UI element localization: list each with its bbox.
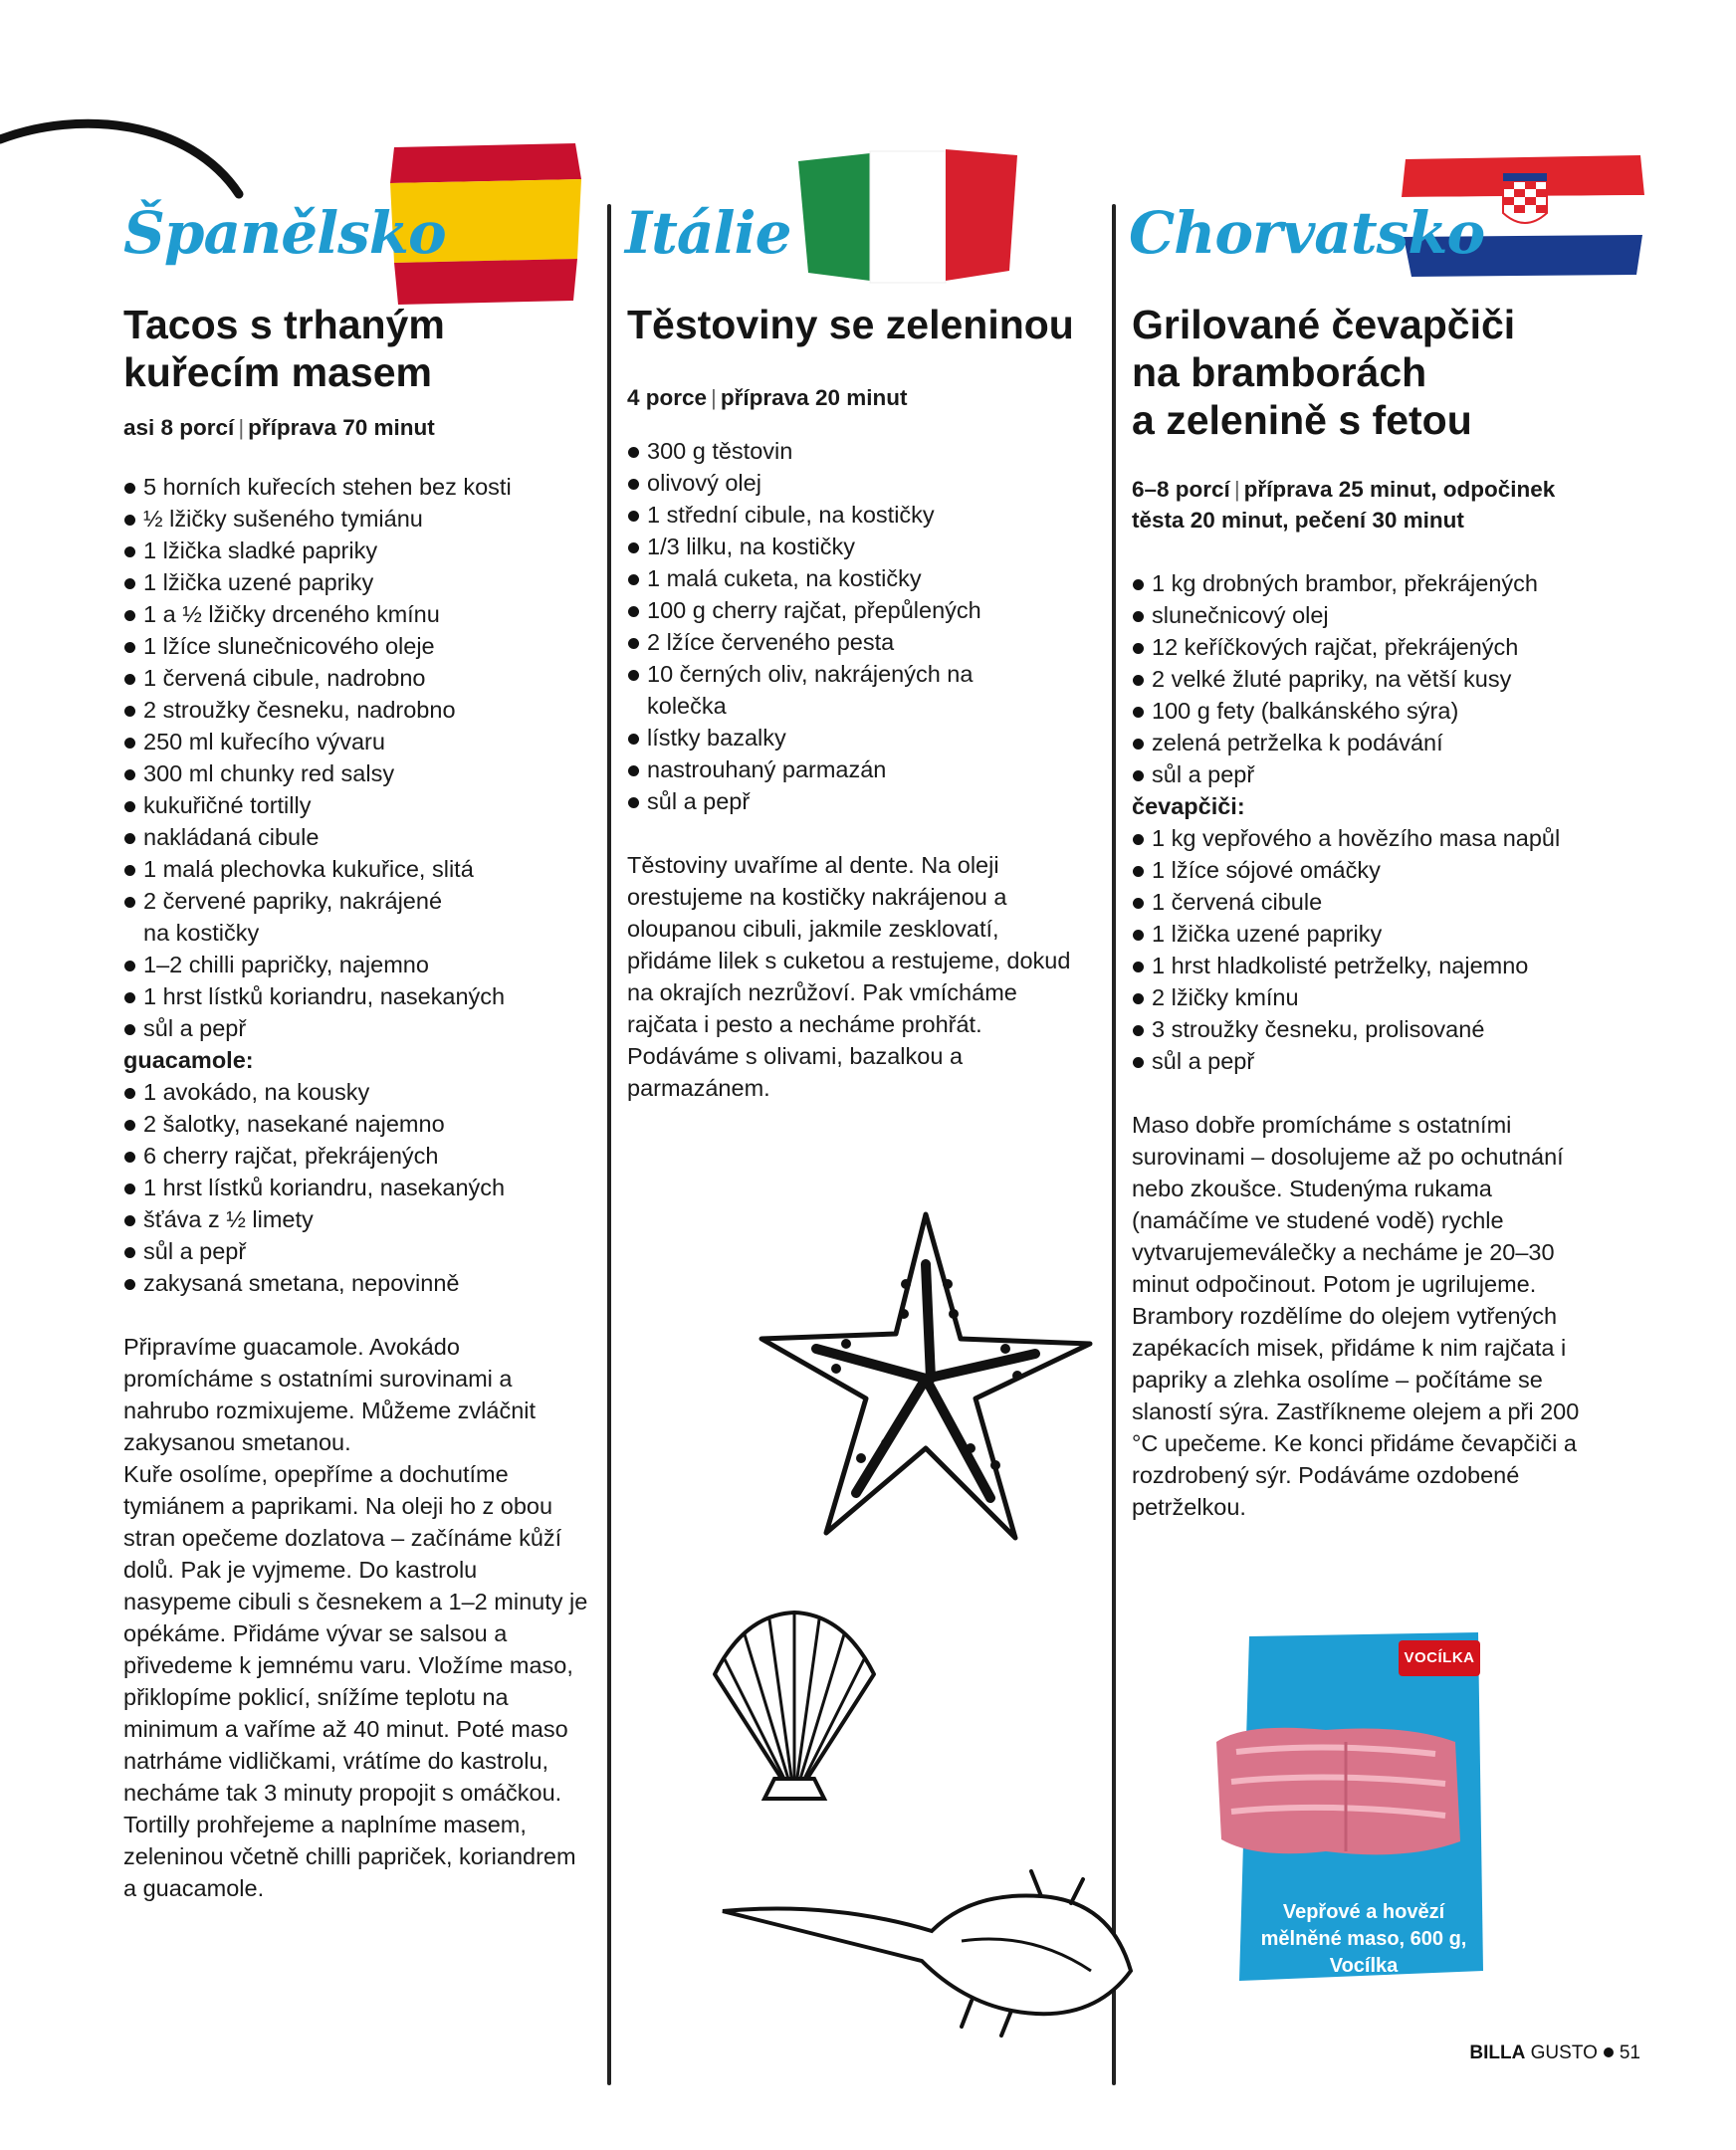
list-item: 1 hrst lístků koriandru, nasekaných — [123, 980, 591, 1012]
list-item: 1 lžička uzené papriky — [123, 566, 591, 598]
list-item: 2 velké žluté papriky, na větší kusy — [1132, 663, 1649, 695]
list-item: 1 střední cibule, na kostičky — [627, 499, 1115, 531]
recipe-meta: 4 porce | příprava 20 minut — [627, 385, 908, 410]
bullet-icon — [1604, 2047, 1614, 2057]
recipe-title: Grilované čevapčiči na bramborách a zelenině s fetou — [1132, 302, 1516, 443]
list-item: 300 ml chunky red salsy — [123, 757, 591, 789]
page-footer — [1469, 2042, 1640, 2064]
list-item: 1 červená cibule — [1132, 886, 1649, 918]
list-item: 6 cherry rajčat, překrájených — [123, 1140, 591, 1172]
ingredient-list — [1132, 822, 1649, 1077]
ingredient-list — [123, 1076, 591, 1299]
recipe-spain — [123, 301, 591, 1904]
list-item: 2 červené papriky, nakrájené na kostičky — [123, 885, 442, 949]
list-item: 1 hrst hladkolisté petrželky, najemno — [1132, 950, 1649, 981]
list-item: 1 lžíce sójové omáčky — [1132, 854, 1649, 886]
list-item: 1 malá cuketa, na kostičky — [627, 562, 1115, 594]
list-item: 1 kg drobných brambor, překrájených — [1132, 567, 1649, 599]
list-item: ½ lžičky sušeného tymiánu — [123, 503, 591, 535]
ingredient-list — [627, 435, 1115, 817]
list-item: sůl a pepř — [1132, 758, 1649, 790]
list-item: 1–2 chilli papričky, najemno — [123, 949, 591, 980]
list-item: 1 a ½ lžičky drceného kmínu — [123, 598, 591, 630]
scallop-shell-icon — [685, 1605, 904, 1814]
method-paragraph: Připravíme guacamole. Avokádo promícháme s ostatními surovinami a nahrubo rozmixujeme. Můžeme zvláčnit zakysanou smetanou. — [123, 1334, 537, 1455]
method-paragraph: Brambory rozdělíme do olejem vytřených zapékacích misek, přidáme k nim rajčata i papriky a zlehka osolíme – počítáme se slaností sýra. Zastříkneme olejem a při 200 °C upečeme. Ke konci přidáme čevapčiči a rozdrobený sýr. Podáváme ozdobené petrželkou. — [1132, 1303, 1580, 1520]
list-item: 1 hrst lístků koriandru, nasekaných — [123, 1172, 591, 1203]
list-item: slunečnicový olej — [1132, 599, 1649, 631]
list-item: nakládaná cibule — [123, 821, 591, 853]
method-paragraph: Maso dobře promícháme s ostatními surovinami – dosolujeme až po ochutnání nebo zkoušce. Studenýma rukama (namáčíme ve studené vodě) rychle vytvarujemeválečky a necháme je 20–30 minut odpočinout. Potom je ugrilujeme. — [1132, 1112, 1564, 1297]
list-item: sůl a pepř — [1132, 1045, 1649, 1077]
list-item: 1 malá plechovka kukuřice, slitá — [123, 853, 591, 885]
list-item: sůl a pepř — [123, 1235, 591, 1267]
country-heading-spain: Španělsko — [123, 199, 446, 267]
list-item: nastrouhaný parmazán — [627, 753, 1115, 785]
list-item: 1 lžička uzené papriky — [1132, 918, 1649, 950]
list-item: 2 lžičky kmínu — [1132, 981, 1649, 1013]
recipe-title: Těstoviny se zeleninou — [627, 302, 1074, 347]
list-item: zelená petrželka k podávání — [1132, 727, 1649, 758]
ingredient-list — [1132, 567, 1649, 790]
starfish-icon — [757, 1204, 1095, 1553]
list-item: 300 g těstovin — [627, 435, 1115, 467]
footer-brand: BILLA — [1469, 2042, 1526, 2063]
list-item: 1/3 lilku, na kostičky — [627, 531, 1115, 562]
decorative-arc — [0, 100, 259, 209]
ingredient-list — [123, 471, 591, 1044]
conch-shell-icon — [713, 1851, 1151, 2041]
column-divider-left — [607, 204, 611, 2085]
list-item: 1 červená cibule, nadrobno — [123, 662, 591, 694]
list-item: lístky bazalky — [627, 722, 1115, 753]
method-paragraph: Kuře osolíme, opepříme a dochutíme tymiánem a paprikami. Na oleji ho z obou stran opečeme dozlatova – začínáme kůží dolů. Pak je vyjmeme. Do kastrolu nasypeme cibuli s česnekem a 1–2 minuty je opékáme. Přidáme vývar se salsou a přivedeme k jemnému varu. Vložíme maso, přiklopíme poklicí, snížíme teplotu na minimum a vaříme až 40 minut. Poté maso natrháme vidličkami, vrátíme do kastrolu, necháme tak 3 minuty propojit s omáčkou. Tortilly prohřejeme a naplníme masem, zeleninou včetně chilli papriček, koriandrem a guacamole. — [123, 1461, 588, 1901]
method-paragraph: Těstoviny uvaříme al dente. Na oleji orestujeme na kostičky nakrájenou a oloupanou cibuli, jakmile zesklovatí, přidáme lilek s cuketou a restujeme, dokud na okrajích nezrůžoví. Pak vmícháme rajčata i pesto a necháme prohřát. — [627, 852, 1071, 1037]
list-item: sůl a pepř — [627, 785, 1115, 817]
promo-caption: Vepřové a hovězí mělněné maso, 600 g, Vocílka — [1260, 1901, 1467, 1977]
country-heading-croatia: Chorvatsko — [1129, 199, 1485, 267]
recipe-title: Tacos s trhaným kuřecím masem — [123, 302, 445, 395]
list-item: 1 kg vepřového a hovězího masa napůl — [1132, 822, 1649, 854]
list-item: 2 stroužky česneku, nadrobno — [123, 694, 591, 726]
list-item: zakysaná smetana, nepovinně — [123, 1267, 591, 1299]
sub-heading: čevapčiči: — [1132, 793, 1245, 819]
minced-meat-image — [1206, 1712, 1465, 1861]
list-item: 100 g fety (balkánského sýra) — [1132, 695, 1649, 727]
italy-flag-icon — [788, 141, 1027, 291]
list-item: 1 lžička sladké papriky — [123, 535, 591, 566]
page-number: 51 — [1619, 2042, 1640, 2063]
list-item: 5 horních kuřecích stehen bez kosti — [123, 471, 591, 503]
sub-heading: guacamole: — [123, 1047, 254, 1073]
list-item: olivový olej — [627, 467, 1115, 499]
recipe-italy — [627, 301, 1115, 1104]
recipe-croatia — [1132, 301, 1649, 1523]
list-item: šťáva z ½ limety — [123, 1203, 591, 1235]
list-item: 10 černých oliv, nakrájených na kolečka — [627, 658, 985, 722]
vocilka-logo: VOCÍLKA — [1399, 1640, 1480, 1676]
list-item: sůl a pepř — [123, 1012, 591, 1044]
footer-magazine: GUSTO — [1530, 2042, 1598, 2063]
list-item: 1 lžíce slunečnicového oleje — [123, 630, 591, 662]
list-item: 100 g cherry rajčat, přepůlených — [627, 594, 1115, 626]
list-item: 2 lžíce červeného pesta — [627, 626, 1115, 658]
list-item: 2 šalotky, nasekané najemno — [123, 1108, 591, 1140]
recipe-meta: asi 8 porcí | příprava 70 minut — [123, 415, 435, 440]
list-item: 3 stroužky česneku, prolisované — [1132, 1013, 1649, 1045]
recipe-meta: 6–8 porcí | příprava 25 minut, odpočinek těsta 20 minut, pečení 30 minut — [1132, 477, 1556, 533]
list-item: 12 keříčkových rajčat, překrájených — [1132, 631, 1649, 663]
method-paragraph: Podáváme s olivami, bazalkou a parmazánem. — [627, 1043, 964, 1101]
list-item: 250 ml kuřecího vývaru — [123, 726, 591, 757]
list-item: kukuřičné tortilly — [123, 789, 591, 821]
list-item: 1 avokádo, na kousky — [123, 1076, 591, 1108]
country-heading-italy: Itálie — [625, 199, 791, 267]
